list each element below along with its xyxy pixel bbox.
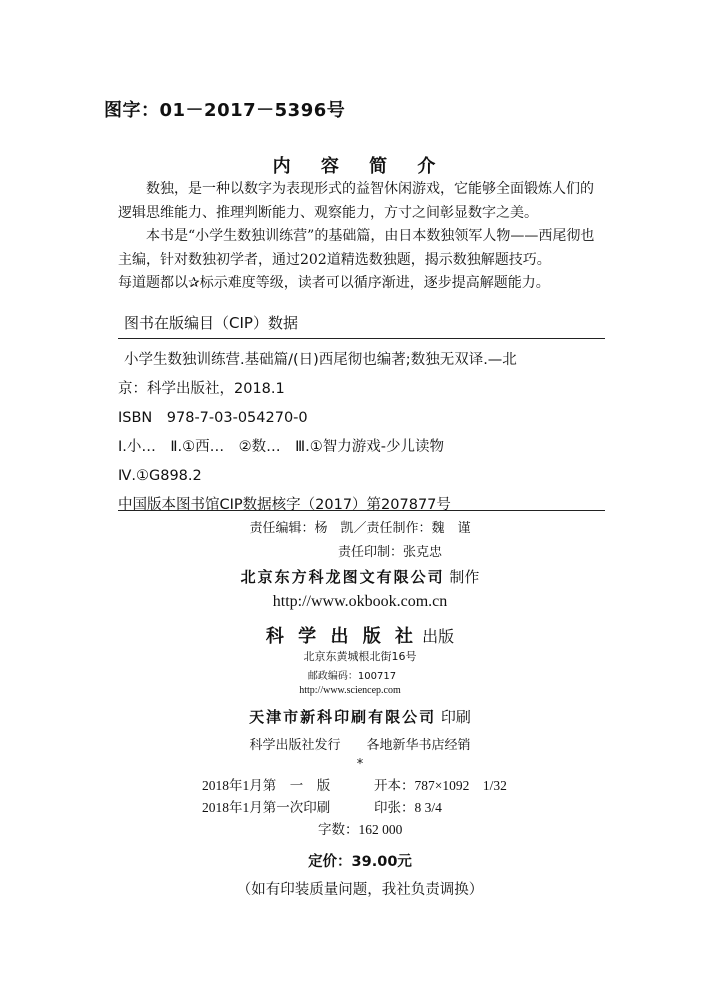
- cip-line-1: 小学生数独训练营.基础篇/(日)西尾彻也编著;数独无双译.—北: [124, 352, 517, 368]
- intro-body: [118, 178, 605, 296]
- producer-name: 北京东方科龙图文有限公司: [240, 568, 445, 586]
- publisher-line: [0, 622, 720, 648]
- price-line: 定价：39.00元: [308, 854, 412, 870]
- cip-line-2: 京：科学出版社，2018.1: [118, 381, 285, 397]
- distribution-line: 科学出版社发行 各地新华书店经销: [249, 738, 471, 753]
- printer-role: 印刷: [440, 708, 471, 726]
- format-line: 开本：787×1092 1/32: [374, 778, 507, 793]
- cip-line-5: Ⅳ.①G898.2: [118, 468, 202, 484]
- publisher-role: 出版: [422, 627, 455, 646]
- cip-line-3: ISBN 978-7-03-054270-0: [118, 410, 308, 426]
- quality-notice: （如有印装质量问题，我社负责调换）: [236, 882, 484, 898]
- publisher-address: 北京东黄城根北街16号: [303, 650, 417, 663]
- cip-record: [118, 346, 605, 520]
- print-manager-credit: 责任印制：张克忠: [337, 545, 442, 560]
- cip-heading: 图书在版编目（CIP）数据: [124, 314, 298, 332]
- print-line: 2018年1月第一次印刷: [202, 800, 331, 815]
- printer-line: [0, 706, 720, 727]
- cip-line-4: Ⅰ.小… Ⅱ.①西… ②数… Ⅲ.①智力游戏-少儿读物: [118, 439, 444, 455]
- publisher-name: 科 学 出 版 社: [265, 626, 417, 647]
- intro-paragraph-1: 数独，是一种以数字为表现形式的益智休闲游戏，它能够全面锻炼人们的逻辑思维能力、推理判断能力、观察能力，方寸之间彰显数字之美。: [118, 181, 594, 221]
- producer-line: [0, 566, 720, 587]
- separator-star: *: [356, 757, 364, 772]
- printer-name: 天津市新科印刷有限公司: [249, 708, 437, 726]
- producer-url: http://www.okbook.com.cn: [272, 593, 448, 610]
- editors-credit: 责任编辑：杨 凯／责任制作：魏 谨: [249, 521, 471, 536]
- intro-paragraph-3: 每道题都以✰标示难度等级，读者可以循序渐进，逐步提高解题能力。: [118, 275, 550, 291]
- cip-bottom-rule: [118, 510, 605, 511]
- intro-paragraph-2: 本书是“小学生数独训练营”的基础篇，由日本数独领军人物——西尾彻也主编，针对数独初学者，通过202道精选数独题，揭示数独解题技巧。: [118, 228, 595, 268]
- cip-line-6: 中国版本图书馆CIP数据核字（2017）第207877号: [118, 497, 451, 513]
- word-count-line: 字数：162 000: [318, 822, 403, 837]
- producer-role: 制作: [449, 568, 480, 586]
- intro-title: 内 容 简 介: [272, 156, 448, 177]
- publisher-postcode: 邮政编码：100717: [307, 671, 397, 682]
- edition-line: 2018年1月第 一 版: [202, 778, 331, 793]
- sheets-line: 印张：8 3/4: [374, 800, 442, 815]
- cip-top-rule: [118, 338, 605, 339]
- publisher-url: http://www.sciencep.com: [299, 685, 401, 696]
- permit-number: 图字：01－2017－5396号: [104, 100, 346, 121]
